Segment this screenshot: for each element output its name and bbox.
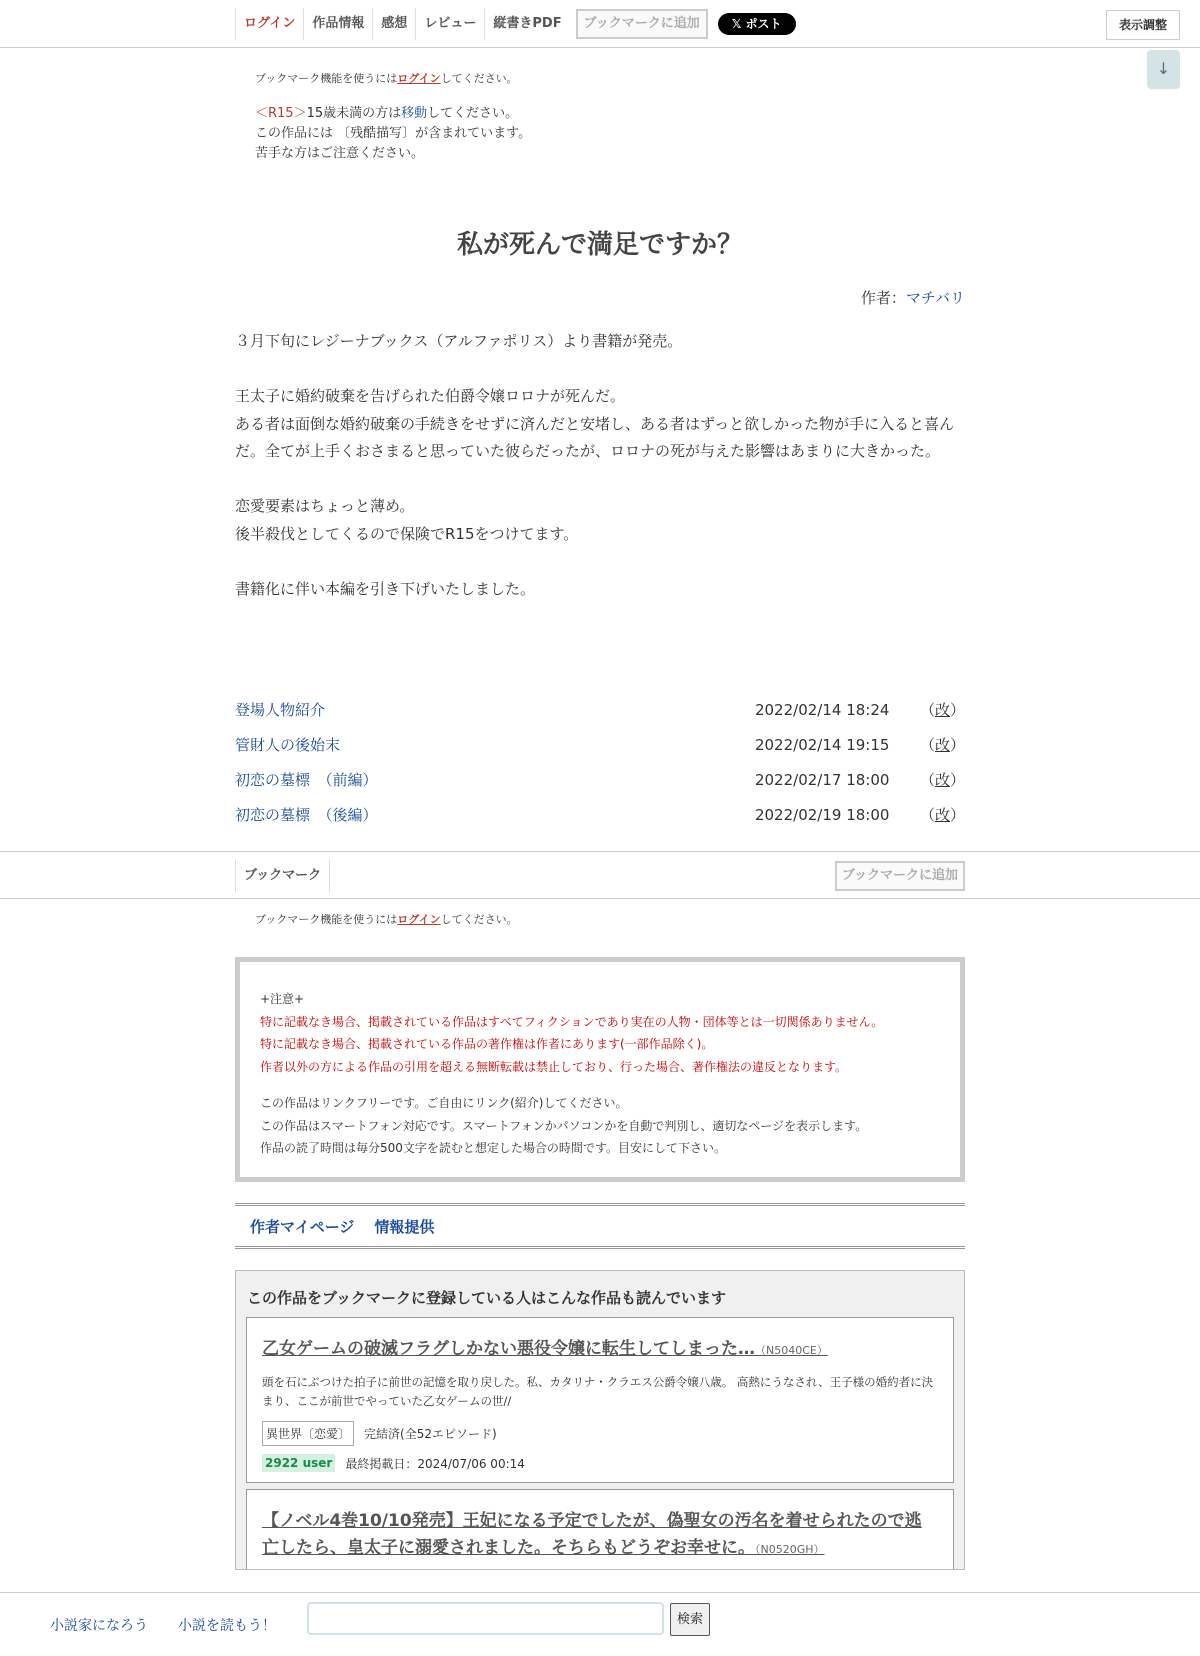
review-link[interactable]: レビュー [415, 8, 484, 40]
disclaimer-line: 特に記載なき場合、掲載されている作品はすべてフィクションであり実在の人物・団体等とは一切関係ありません。 [260, 1014, 884, 1029]
move-link[interactable]: 移動 [401, 106, 428, 121]
login-link[interactable]: ログイン [235, 8, 303, 40]
recommendation-title-text[interactable]: 【ノベル4巻10/10発売】王妃になる予定でしたが、偽聖女の汚名を着せられたので逃亡したら、皇太子に溺愛されました。そちらもどうぞお幸せに。 [262, 1511, 922, 1558]
summary-line: 王太子に婚約破棄を告げられた伯爵令嬢ロロナが死んだ。 [235, 387, 626, 405]
chapter-row [235, 762, 965, 797]
revision-paren: （ [919, 771, 935, 789]
x-post-button[interactable]: 𝕏 ポスト [718, 13, 796, 35]
author-label: 作者： [860, 289, 906, 307]
warning-text: してください。 [427, 106, 519, 121]
summary-line: 書籍化に伴い本編を引き下げいたしました。 [235, 579, 536, 598]
chapter-title-link[interactable]: 登場人物紹介 [235, 701, 326, 719]
summary-line: ３月下旬にレジーナブックス（アルファポリス）より書籍が発売。 [235, 332, 683, 350]
scroll-down-icon[interactable]: ↓ [1147, 50, 1180, 89]
user-count-badge: 2922 user [262, 1454, 335, 1472]
revision-marker [920, 804, 965, 825]
revision-marker [920, 734, 965, 755]
revision-paren: ） [949, 701, 965, 719]
info-line: この作品はリンクフリーです。ご自由にリンク(紹介)してください。 [260, 1096, 628, 1110]
summary-line [235, 356, 965, 384]
revision-paren: ） [949, 736, 965, 754]
summary-line: ある者は面倒な婚約破棄の手続きをせずに済んだと安堵し、ある者はずっと欲しかった物が手に入ると喜んだ。全てが上手くおさまると思っていた彼らだったが、ロロナの死が与えた影響はあまりに大きかった。 [235, 414, 955, 460]
notice-text: ブックマーク機能を使うには [255, 72, 398, 85]
bookmark-bar [0, 851, 1200, 899]
novel-title: 私が死んで満足ですか？ [456, 230, 743, 260]
r15-badge: ＜R15＞ [255, 106, 307, 121]
chapter-date: 2022/02/14 18:24 [754, 700, 890, 719]
work-info-link[interactable]: 作品情報 [303, 8, 372, 40]
top-nav [0, 0, 1200, 48]
report-info-link[interactable]: 情報提供 [374, 1217, 435, 1236]
notice-text: ブックマーク機能を使うには [255, 913, 398, 926]
summary-line [235, 466, 965, 494]
footer-link-yomou[interactable]: 小説を読もう！ [178, 1618, 276, 1634]
chapter-title-link[interactable]: 初恋の墓標 （前編） [235, 771, 378, 789]
recommendations-heading: この作品をブックマークに登録している人はこんな作品も読んでいます [247, 1289, 726, 1307]
notice-text: してください。 [440, 72, 518, 85]
recommendation-title-text[interactable]: 乙女ゲームの破滅フラグしかない悪役令嬢に転生してしまった… [262, 1339, 755, 1359]
recommendation-card [246, 1317, 954, 1483]
impressions-link[interactable]: 感想 [372, 8, 415, 40]
info-line: この作品はスマートフォン対応です。スマートフォンかパソコンかを自動で判別し、適切なページを表示します。 [260, 1118, 868, 1133]
revision-link[interactable]: 改 [934, 736, 950, 754]
chapter-date: 2022/02/14 19:15 [754, 735, 890, 754]
revision-marker [920, 769, 965, 790]
disclaimer-heading: +注意+ [260, 992, 305, 1006]
search-input[interactable] [307, 1602, 664, 1635]
add-bookmark-button[interactable]: ブックマークに追加 [576, 9, 708, 39]
chapter-list [235, 692, 965, 832]
chapter-date: 2022/02/17 18:00 [754, 770, 890, 789]
recommendation-card [246, 1489, 954, 1570]
top-menu [235, 8, 796, 40]
footer-link-narou[interactable]: 小説家になろう [50, 1618, 148, 1634]
ncode[interactable]: （N0520GH） [755, 1543, 825, 1556]
disclaimer-box [235, 957, 965, 1182]
content-warning [255, 104, 531, 164]
notice-login-link-bottom[interactable]: ログイン [397, 913, 441, 926]
revision-paren: （ [919, 806, 935, 824]
bookmark-login-notice-bottom [255, 911, 518, 927]
chapter-date: 2022/02/19 18:00 [754, 805, 890, 824]
bookmark-tab[interactable]: ブックマーク [235, 860, 330, 892]
status-text: 完結済(全52エピソード) [364, 1427, 497, 1441]
display-settings-button[interactable]: 表示調整 [1106, 10, 1180, 40]
chapter-row [235, 727, 965, 762]
chapter-row [235, 797, 965, 832]
revision-paren: ） [949, 771, 965, 789]
warning-text: 15歳未満の方は [306, 106, 402, 121]
bookmark-login-notice [255, 70, 518, 86]
revision-link[interactable]: 改 [934, 771, 950, 789]
revision-link[interactable]: 改 [934, 806, 950, 824]
add-bookmark-button-bottom[interactable]: ブックマークに追加 [835, 861, 965, 891]
author-mypage-link[interactable]: 作者マイページ [250, 1217, 355, 1236]
search-button[interactable]: 検索 [670, 1603, 710, 1636]
disclaimer-line: 特に記載なき場合、掲載されている作品の著作権は作者にあります(一部作品除く)。 [260, 1037, 714, 1051]
footer [0, 1592, 1200, 1656]
revision-link[interactable]: 改 [934, 701, 950, 719]
author-line [861, 287, 965, 308]
ncode[interactable]: （N5040CE） [755, 1344, 828, 1357]
revision-paren: （ [919, 701, 935, 719]
notice-text: してください。 [440, 913, 518, 926]
summary-line: 後半殺伐としてくるので保険でR15をつけてます。 [235, 524, 579, 543]
disclaimer-line: 作者以外の方による作品の引用を超える無断転載は禁止しており、行った場合、著作権法の違反となります。 [260, 1059, 848, 1074]
author-links [235, 1203, 965, 1249]
notice-login-link[interactable]: ログイン [397, 72, 441, 85]
info-line: 作品の読了時間は毎分500文字を読むと想定した場合の時間です。目安にして下さい。 [260, 1141, 726, 1155]
summary-line [235, 548, 965, 576]
warning-text: 苦手な方はご注意ください。 [255, 146, 425, 161]
recommendation-desc: 頭を石にぶつけた拍子に前世の記憶を取り戻した。私、カタリナ・クラエス公爵令嬢八歳。 高熱にうなされ、王子様の婚約者に決まり、ここが前世でやっていた乙女ゲームの世// [262, 1375, 934, 1408]
chapter-title-link[interactable]: 管財人の後始末 [235, 736, 341, 754]
author-link[interactable]: マチバリ [905, 289, 965, 307]
chapter-row [235, 692, 965, 727]
revision-paren: （ [919, 736, 935, 754]
revision-paren: ） [949, 806, 965, 824]
recommendation-title[interactable] [262, 1508, 938, 1563]
chapter-title-link[interactable]: 初恋の墓標 （後編） [235, 806, 378, 824]
recommendations [235, 1270, 965, 1570]
genre-tag: 異世界〔恋愛〕 [262, 1421, 354, 1446]
warning-text: この作品には 〔残酷描写〕が含まれています。 [255, 126, 532, 141]
last-updated: 最終掲載日：2024/07/06 00:14 [345, 1456, 525, 1471]
vertical-pdf-link[interactable]: 縦書きPDF [484, 8, 569, 40]
revision-marker [920, 699, 965, 720]
novel-summary [235, 328, 965, 603]
summary-line: 恋愛要素はちょっと薄め。 [235, 497, 415, 515]
recommendation-title[interactable] [262, 1336, 938, 1364]
